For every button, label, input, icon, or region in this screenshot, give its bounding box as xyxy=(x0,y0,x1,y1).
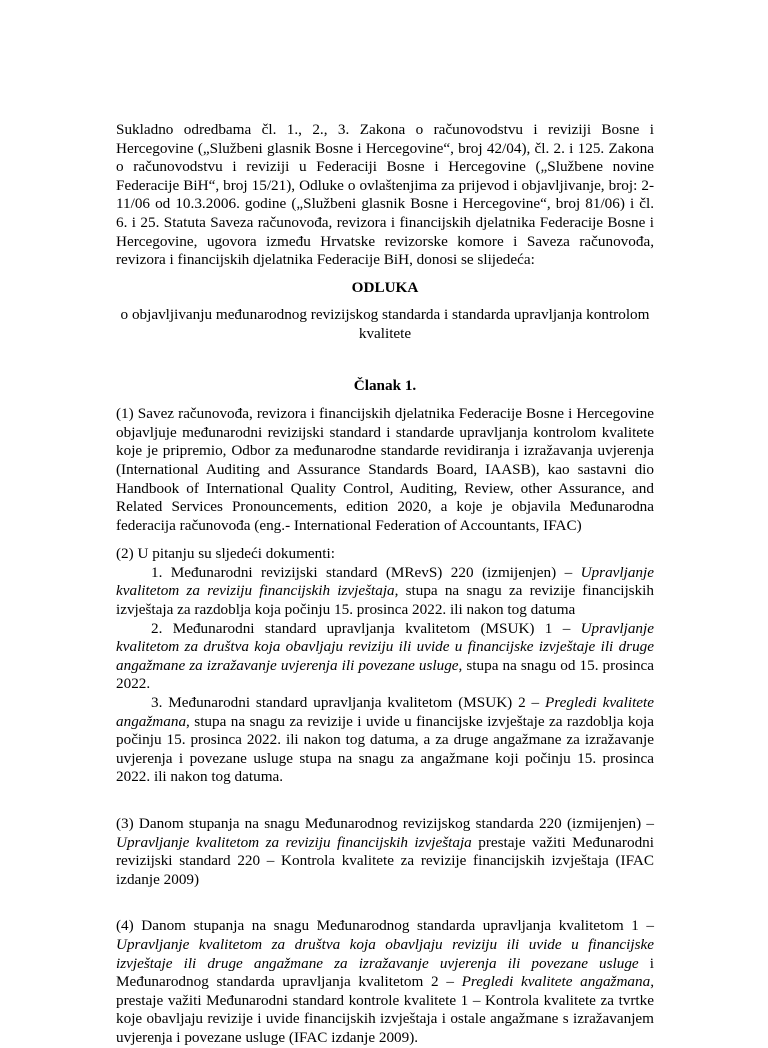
preamble-paragraph: Sukladno odredbama čl. 1., 2., 3. Zakona o računovodstvu i reviziji Bosne i Hercegovine („Službeni glasnik Bosne i Hercegovine“, broj 42/04), čl. 2. i 125. Zakona o računovodstvu i reviziji u Federaciji Bosne i Hercegovine („Službene novine Federacije BiH“, broj 15/21), Odluke o ovlaštenjima za prijevod i objavljivanje, broj: 2-11/06 od 10.3.2006. godine („Službeni glasnik Bosne i Hercegovine“, broj 81/06) i čl. 6. i 25. Statuta Saveza računovođa, revizora i financijskih djelatnika Federacije Bosne i Hercegovine, ugovora između Hrvatske revizorske komore i Saveza računovođa, revizora i financijskih djelatnika Federacije BiH, donosi se slijedeća: xyxy=(116,121,654,269)
decision-title: ODLUKA xyxy=(351,278,419,296)
paragraph-3: (3) Danom stupanja na snagu Međunarodnog revizijskog standarda 220 (izmijenjen) – Upravljanje kvalitetom za reviziju financijskih izvještaja prestaje važiti Međunarodni revizijski standard 220 – Kontrola kvalitete za revizije financijskih izvještaja (IFAC izdanje 2009) xyxy=(116,815,654,888)
document-page xyxy=(116,121,654,1048)
paragraph-1: (1) Savez računovođa, revizora i financijskih djelatnika Federacije Bosne i Hercegovine objavljuje međunarodni revizijski standard i standarde upravljanja kontrolom kvalitete koje je pripremio, Odbor za međunarodne standarde revidiranja i izražavanja uvjerenja (International Auditing and Assurance Standards Board, IAASB), kao sastavni dio Handbook of International Quality Control, Auditing, Review, other Assurance, and Related Services Pronouncements, edition 2020, a koje je objavila Međunarodna federacija računovođa (eng.- International Federation of Accountants, IFAC) xyxy=(116,405,654,534)
document-list-item: 1. Međunarodni revizijski standard (MRevS) 220 (izmijenjen) – Upravljanje kvalitetom za reviziju financijskih izvještaja, stupa na snagu za revizije financijskih izvještaja za razdoblja koja počinju 15. prosinca 2022. ili nakon tog datuma xyxy=(116,563,654,619)
paragraph-4: (4) Danom stupanja na snagu Međunarodnog standarda upravljanja kvalitetom 1 – Upravljanje kvalitetom za društva koja obavljaju reviziju ili uvide u financijske izvještaje ili druge angažmane za izražavanje uvjerenja ili povezane usluge i Međunarodnog standarda upravljanja kvalitetom 2 – Pregledi kvalitete angažmana, prestaje važiti Međunarodni standard kontrole kvalitete 1 – Kontrola kvalitete za tvrtke koje obavljaju revizije i uvide financijskih izvještaja i ostale angažmane s izražavanjem uvjerenja i povezane usluge (IFAC izdanje 2009). xyxy=(116,917,654,1046)
document-list-item: 3. Međunarodni standard upravljanja kvalitetom (MSUK) 2 – Pregledi kvalitete angažmana, stupa na snagu za revizije i uvide u financijske izvještaje za razdoblja koja počinju 15. prosinca 2022. ili nakon tog datuma, a za druge angažmane za izražavanje uvjerenja i povezane usluge stupa na snagu za angažmane koji počinju 15. prosinca 2022. ili nakon tog datuma. xyxy=(116,694,655,786)
paragraph-2 xyxy=(116,545,654,787)
paragraph-2-heading: (2) U pitanju su sljedeći dokumenti: xyxy=(116,545,335,563)
decision-subtitle: o objavljivanju međunarodnog revizijskog standarda i standarda upravljanja kontrolom kvalitete xyxy=(120,306,650,342)
article-heading: Članak 1. xyxy=(353,376,417,394)
document-list-item: 2. Međunarodni standard upravljanja kvalitetom (MSUK) 1 – Upravljanje kvalitetom za društva koja obavljaju reviziju ili uvide u financijske izvještaje ili druge angažmane za izražavanje uvjerenja ili povezane usluge, stupa na snagu od 15. prosinca 2022. xyxy=(116,619,655,693)
